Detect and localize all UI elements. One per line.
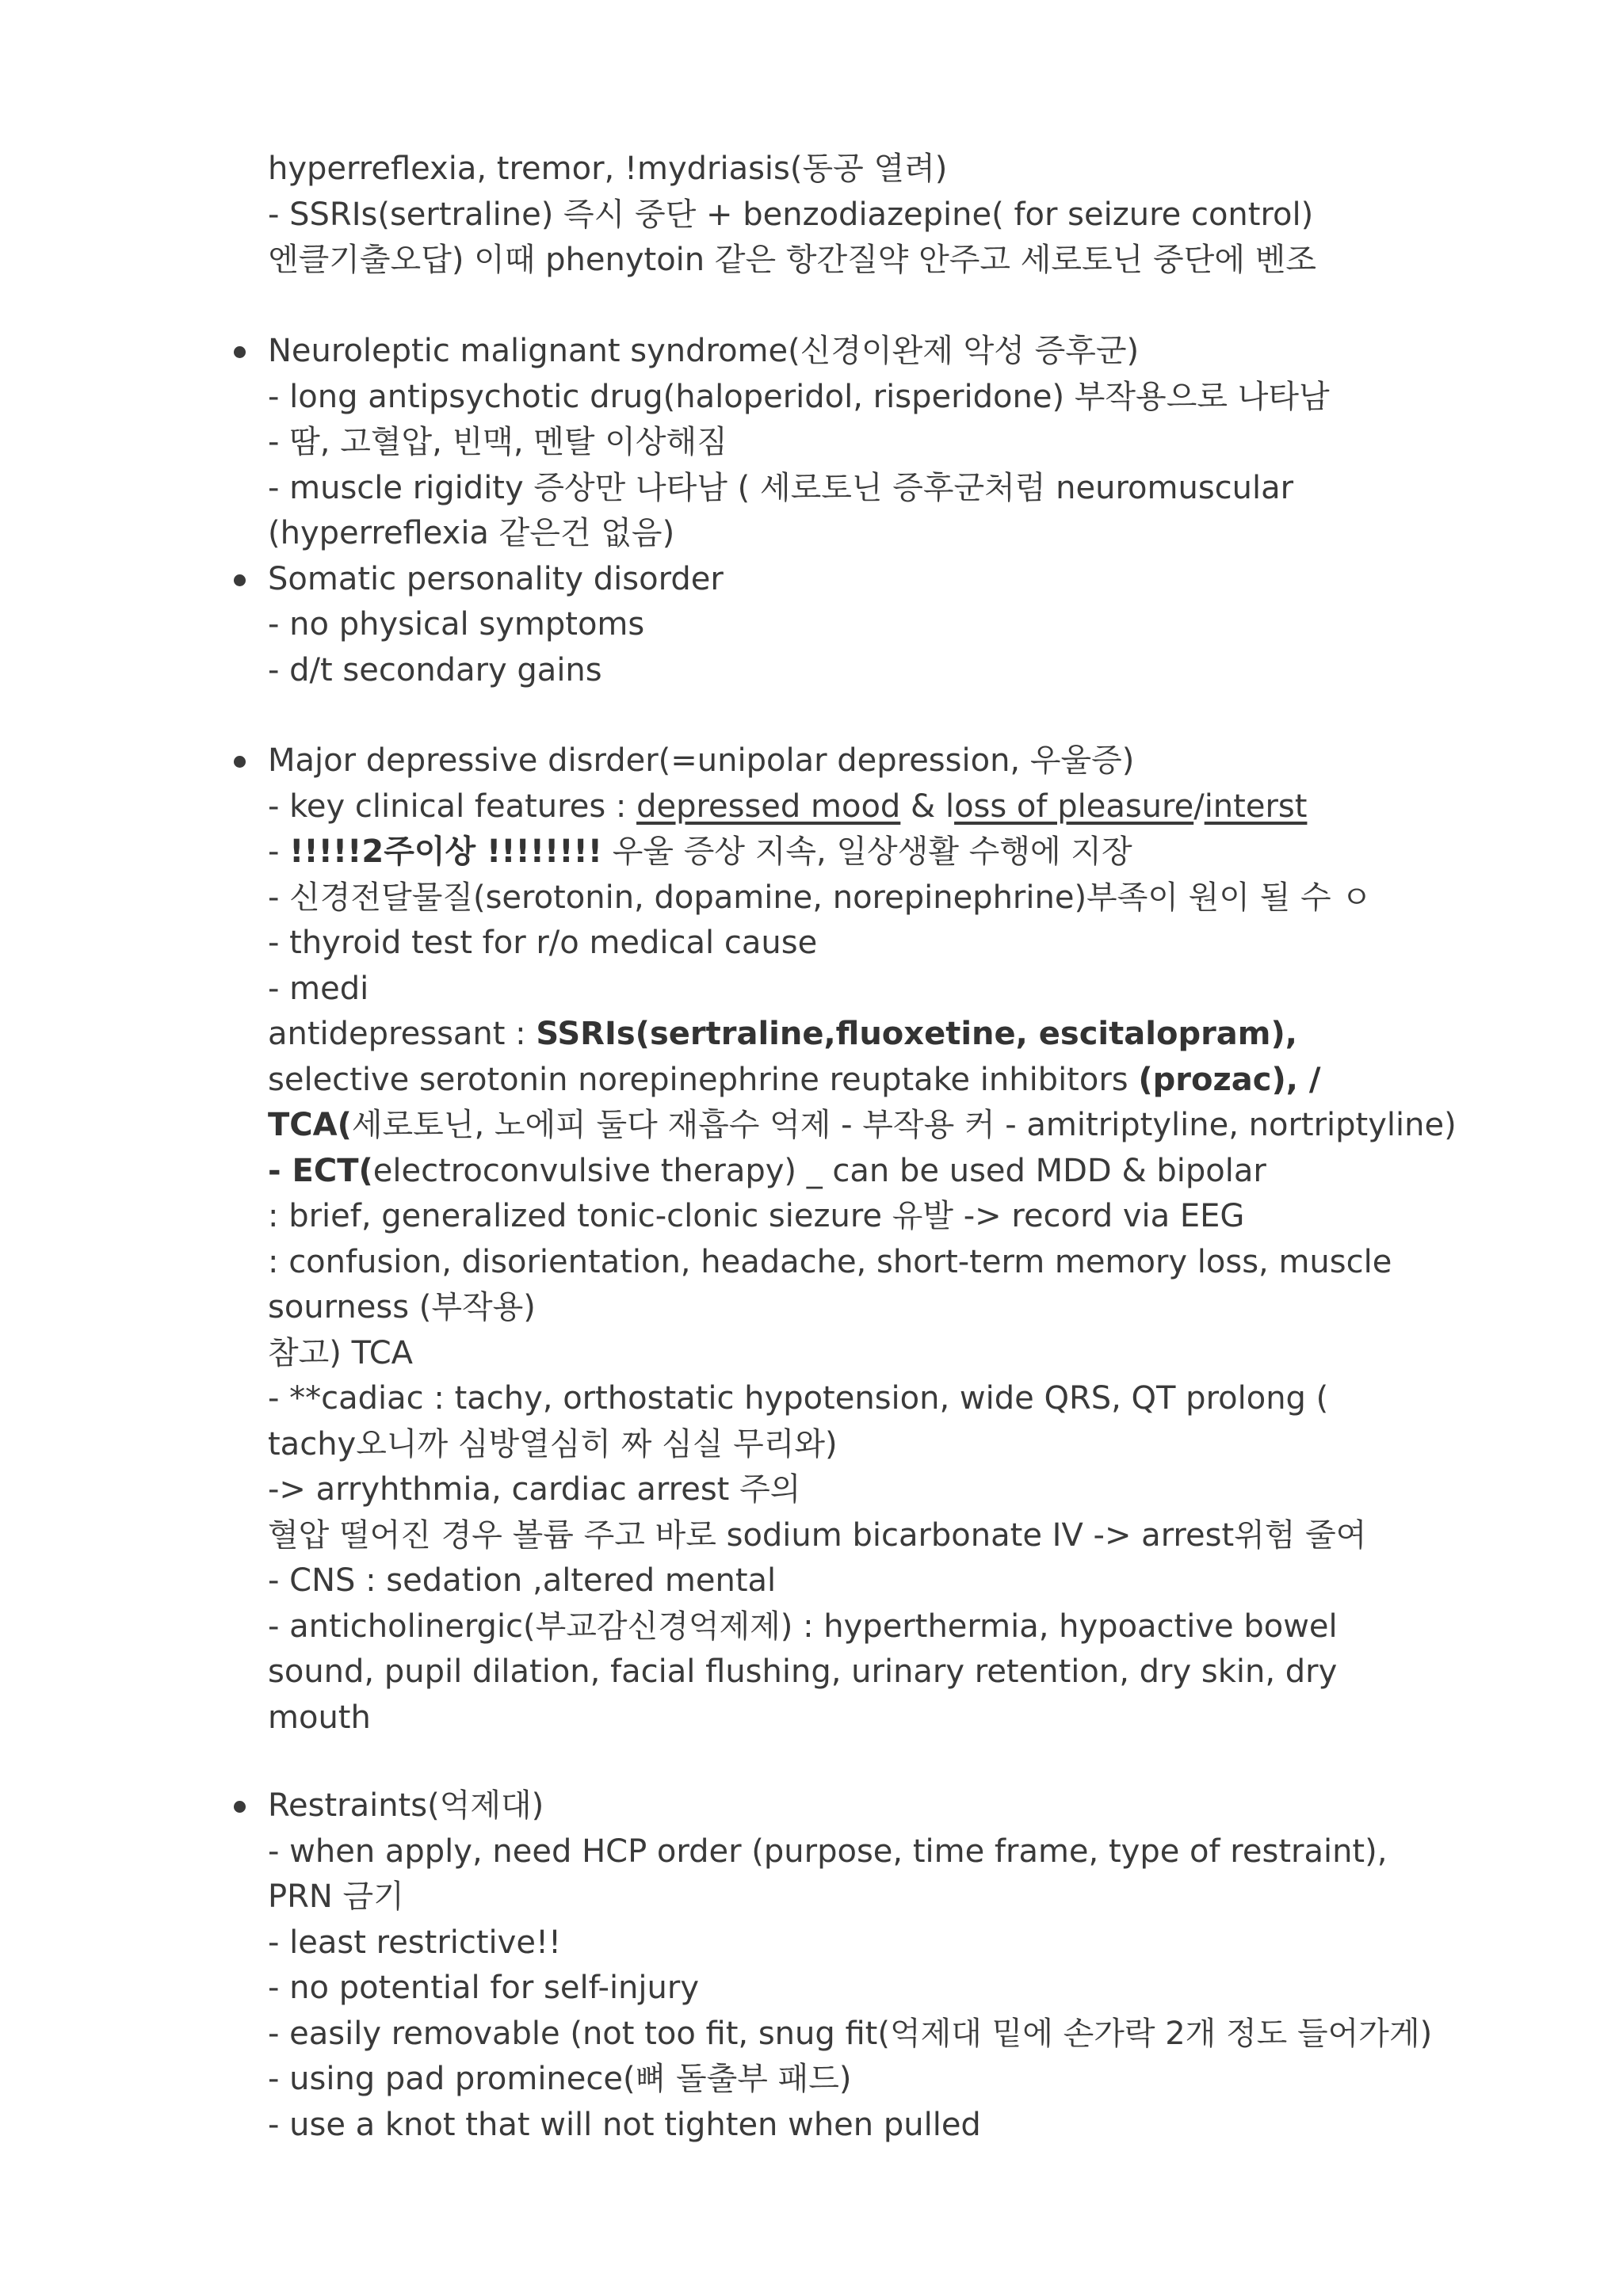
- text-line: 참고) TCA: [268, 1334, 413, 1371]
- text-line: - easily removable (not too fit, snug fit(억제대 밑에 손가락 2개 정도 들어가게): [268, 2015, 1433, 2052]
- section-title: Somatic personality disorder: [268, 560, 724, 597]
- key-features-line: [268, 784, 1472, 830]
- text-line: PRN 금기: [268, 1878, 404, 1915]
- section-title: Neuroleptic malignant syndrome(신경이완제 악성 증후군): [268, 333, 1140, 369]
- section-title: Restraints(억제대): [268, 1787, 544, 1824]
- text-line: - thyroid test for r/o medical cause: [268, 925, 818, 961]
- text-line: - CNS : sedation ,altered mental: [268, 1562, 777, 1599]
- text-line: - d/t secondary gains: [268, 651, 602, 688]
- text-run: antidepressant :: [268, 1016, 537, 1052]
- text-run: /: [1193, 788, 1205, 825]
- text-run: -: [268, 833, 290, 870]
- text-line: - no potential for self-injury: [268, 1970, 699, 2006]
- text-line: - medi: [268, 970, 369, 1007]
- bullet-dot-icon: [234, 756, 246, 768]
- text-line: - use a knot that will not tighten when pulled: [268, 2106, 981, 2143]
- bold-text: (prozac), /: [1138, 1061, 1321, 1098]
- text-line: 혈압 떨어진 경우 볼륨 주고 바로 sodium bicarbonate IV -> arrest위험 줄여: [268, 1516, 1367, 1554]
- text-line: (hyperreflexia 같은건 없음): [268, 515, 675, 551]
- text-line: - SSRIs(sertraline) 즉시 중단 + benzodiazepine( for seizure control): [268, 196, 1314, 233]
- bullet-item-restraints: [268, 1783, 1472, 1829]
- mdd-section: [268, 738, 1472, 1741]
- text-line: - 땀, 고혈압, 빈맥, 멘탈 이상해짐: [268, 424, 727, 460]
- text-line: mouth: [268, 1699, 371, 1736]
- tca-line: [268, 1103, 1472, 1149]
- text-line: sound, pupil dilation, facial flushing, urinary retention, dry skin, dry: [268, 1653, 1338, 1690]
- text-run: electroconvulsive therapy) _ can be used MDD & bipolar: [372, 1152, 1266, 1189]
- bold-text: - ECT(: [268, 1152, 373, 1189]
- bullet-dot-icon: [234, 1801, 246, 1813]
- section-title: Major depressive disrder(=unipolar depression, 우울증): [268, 742, 1135, 779]
- text-line: - using pad prominece(뼈 돌출부 패드): [268, 2061, 852, 2097]
- serotonin-syndrome-continuation: [268, 147, 1472, 284]
- snri-line: [268, 1058, 1472, 1104]
- text-line: hyperreflexia, tremor, !mydriasis(동공 열려): [268, 151, 948, 187]
- bold-text: !!!!!2주이상 !!!!!!!!: [289, 833, 602, 870]
- bold-text: TCA(: [268, 1107, 352, 1143]
- text-run: - key clinical features :: [268, 788, 637, 825]
- text-line: - muscle rigidity 증상만 나타남 ( 세로토닌 증후군처럼 neuromuscular: [268, 469, 1294, 506]
- text-line: - long antipsychotic drug(haloperidol, risperidone) 부작용으로 나타남: [268, 378, 1330, 415]
- text-line: 엔클기출오답) 이때 phenytoin 같은 항간질약 안주고 세로토닌 중단에 벤조: [268, 242, 1316, 278]
- bullet-item-mdd: [268, 738, 1472, 784]
- duration-line: [268, 830, 1472, 875]
- text-line: - 신경전달물질(serotonin, dopamine, norepinephrine)부족이 원이 될 수 ㅇ: [268, 879, 1373, 916]
- bullet-dot-icon: [234, 346, 246, 358]
- bullet-item-somatic: [268, 557, 1472, 603]
- nms-section: [268, 329, 1472, 693]
- text-line: -> arryhthmia, cardiac arrest 주의: [268, 1471, 801, 1508]
- text-line: - least restrictive!!: [268, 1924, 562, 1961]
- text-line: tachy오니까 심방열심히 짜 심실 무리와): [268, 1425, 838, 1463]
- bold-text: SSRIs(sertraline,fluoxetine, escitalopram),: [536, 1016, 1297, 1052]
- antidepressant-line: [268, 1012, 1472, 1058]
- text-run: & l: [900, 788, 955, 825]
- underlined-text: depressed mood: [636, 788, 901, 825]
- text-line: - when apply, need HCP order (purpose, time frame, type of restraint),: [268, 1833, 1388, 1870]
- text-line: - anticholinergic(부교감신경억제제) : hyperthermia, hypoactive bowel: [268, 1608, 1338, 1645]
- restraints-section: [268, 1783, 1472, 2148]
- underlined-text: interst: [1204, 788, 1308, 825]
- text-run: 세로토닌, 노에피 둘다 재흡수 억제 - 부작용 커 - amitriptyline, nortriptyline): [351, 1107, 1457, 1143]
- bullet-dot-icon: [234, 574, 246, 586]
- text-line: : brief, generalized tonic-clonic siezure 유발 -> record via EEG: [268, 1198, 1245, 1234]
- text-run: selective serotonin norepinephrine reuptake inhibitors: [268, 1061, 1139, 1098]
- bullet-item-nms: [268, 329, 1472, 375]
- underlined-text: oss of pleasure: [954, 788, 1194, 825]
- text-line: - no physical symptoms: [268, 606, 645, 643]
- text-line: - **cadiac : tachy, orthostatic hypotension, wide QRS, QT prolong (: [268, 1380, 1329, 1417]
- ect-line: [268, 1149, 1472, 1195]
- text-line: : confusion, disorientation, headache, short-term memory loss, muscle: [268, 1243, 1392, 1280]
- text-run: 우울 증상 지속, 일상생활 수행에 지장: [601, 833, 1132, 870]
- text-line: sourness (부작용): [268, 1289, 536, 1325]
